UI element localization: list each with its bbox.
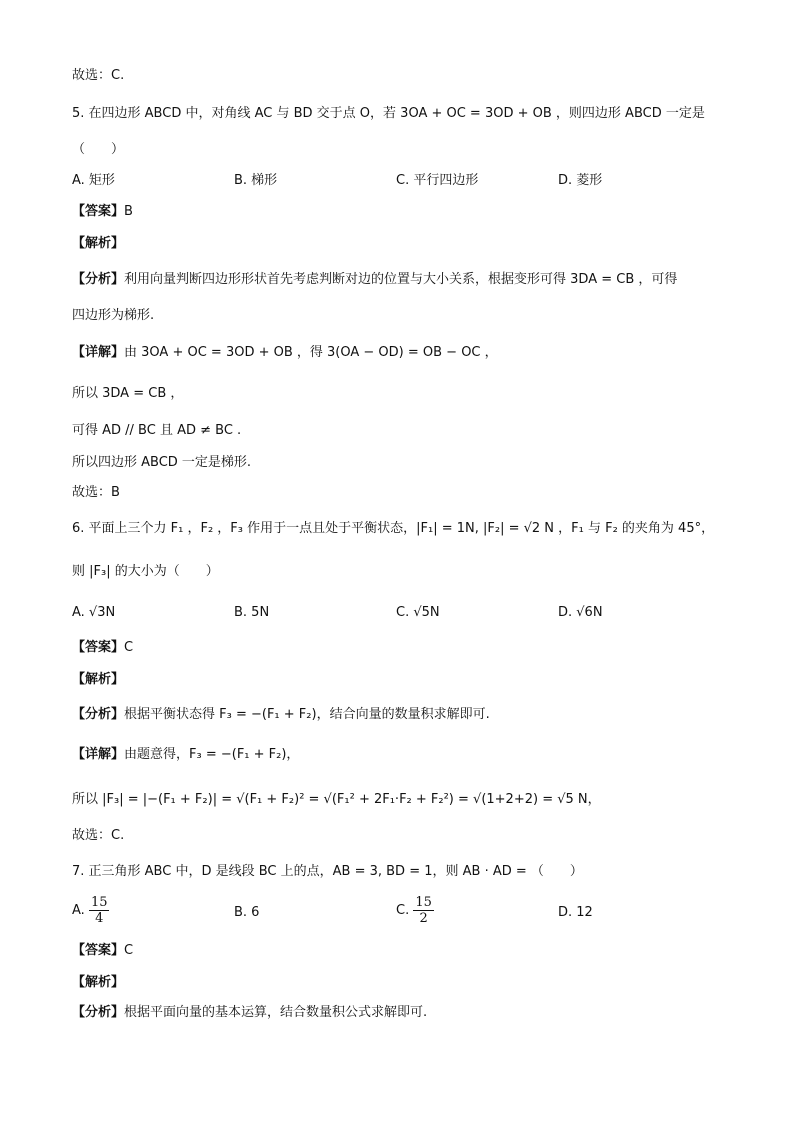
q5-answer bbox=[72, 202, 133, 222]
q7-option-a bbox=[72, 895, 109, 926]
q6-option-c: C. √5N bbox=[396, 605, 440, 620]
q7-option-b: B. 6 bbox=[234, 905, 260, 920]
numerator: 15 bbox=[90, 895, 108, 910]
q7-stem: 7. 正三角形 ABC 中，D 是线段 BC 上的点，AB = 3, BD = 1，则 AB · AD = （ ） bbox=[72, 864, 583, 879]
q7-fenxi bbox=[72, 1003, 427, 1023]
q6-stem: 6. 平面上三个力 F₁ ，F₂ ，F₃ 作用于一点且处于平衡状态，|F₁| = 1N, |F₂| = √2 N ，F₁ 与 F₂ 的夹角为 45°， bbox=[72, 521, 715, 536]
q6-fenxi bbox=[72, 705, 490, 725]
denominator: 4 bbox=[95, 911, 104, 926]
denominator: 2 bbox=[419, 911, 428, 926]
fenxi-text: 根据平面向量的基本运算，结合数量积公式求解即可. bbox=[124, 1005, 428, 1020]
q6-option-d: D. √6N bbox=[558, 605, 603, 620]
q5-analysis-label: 【解析】 bbox=[72, 236, 125, 251]
q5-fenxi-2: 四边形为梯形. bbox=[72, 308, 155, 323]
fenxi-text: 根据平衡状态得 F₃ = −(F₁ + F₂)，结合向量的数量积求解即可. bbox=[124, 707, 490, 722]
answer-value: C bbox=[124, 943, 134, 958]
fenxi-label: 【分析】 bbox=[72, 1005, 125, 1020]
xiangjie-label: 【详解】 bbox=[72, 345, 125, 360]
answer-label: 【答案】 bbox=[72, 204, 125, 219]
numerator: 15 bbox=[415, 895, 432, 910]
q7-answer bbox=[72, 941, 133, 961]
q5-stem: 5. 在四边形 ABCD 中，对角线 AC 与 BD 交于点 O，若 3OA + OC = 3OD + OB ，则四边形 ABCD 一定是 bbox=[72, 106, 705, 121]
fraction bbox=[89, 895, 110, 926]
xiangjie-text: 由题意得，F₃ = −(F₁ + F₂)， bbox=[124, 747, 300, 762]
answer-label: 【答案】 bbox=[72, 943, 125, 958]
q5-final: 故选：B bbox=[72, 485, 120, 500]
q5-xiangjie-1 bbox=[72, 343, 498, 363]
q5-paren: （ ） bbox=[72, 142, 125, 157]
fenxi-label: 【分析】 bbox=[72, 272, 125, 287]
q6-final: 故选：C. bbox=[72, 828, 125, 843]
xiangjie-label: 【详解】 bbox=[72, 747, 125, 762]
xiangjie-text: 由 3OA + OC = 3OD + OB ，得 3(OA − OD) = OB − OC ， bbox=[124, 345, 498, 360]
q5-xiangjie-2: 所以 3DA = CB ， bbox=[72, 386, 184, 401]
q6-answer bbox=[72, 638, 133, 658]
q6-stem-2: 则 |F₃| 的大小为（ ） bbox=[72, 564, 219, 579]
answer-value: B bbox=[124, 204, 133, 219]
q6-option-b: B. 5N bbox=[234, 605, 270, 620]
answer-label: 【答案】 bbox=[72, 640, 125, 655]
option-label: A. bbox=[72, 903, 85, 918]
q5-fenxi bbox=[72, 270, 677, 290]
answer-value: C bbox=[124, 640, 134, 655]
q6-option-a: A. √3N bbox=[72, 605, 116, 620]
q6-xiangjie-2: 所以 |F₃| = |−(F₁ + F₂)| = √(F₁ + F₂)² = √(F₁² + 2F₁·F₂ + F₂²) = √(1+2+2) = √5 N， bbox=[72, 792, 601, 807]
q7-analysis-label: 【解析】 bbox=[72, 975, 125, 990]
fenxi-text: 利用向量判断四边形形状首先考虑判断对边的位置与大小关系，根据变形可得 3DA = CB ，可得 bbox=[124, 272, 678, 287]
q7-option-c bbox=[396, 895, 434, 926]
q5-option-b: B. 梯形 bbox=[234, 173, 278, 188]
answer-prev: 故选：C. bbox=[72, 68, 125, 83]
q5-option-d: D. 菱形 bbox=[558, 173, 603, 188]
q7-option-d: D. 12 bbox=[558, 905, 593, 920]
q5-xiangjie-3: 可得 AD // BC 且 AD ≠ BC . bbox=[72, 423, 242, 438]
q5-option-a: A. 矩形 bbox=[72, 173, 115, 188]
q6-xiangjie-1 bbox=[72, 745, 299, 765]
q6-analysis-label: 【解析】 bbox=[72, 672, 125, 687]
q5-option-c: C. 平行四边形 bbox=[396, 173, 479, 188]
q5-xiangjie-4: 所以四边形 ABCD 一定是梯形. bbox=[72, 455, 252, 470]
fenxi-label: 【分析】 bbox=[72, 707, 125, 722]
option-label: C. bbox=[396, 903, 410, 918]
fraction bbox=[413, 895, 434, 926]
